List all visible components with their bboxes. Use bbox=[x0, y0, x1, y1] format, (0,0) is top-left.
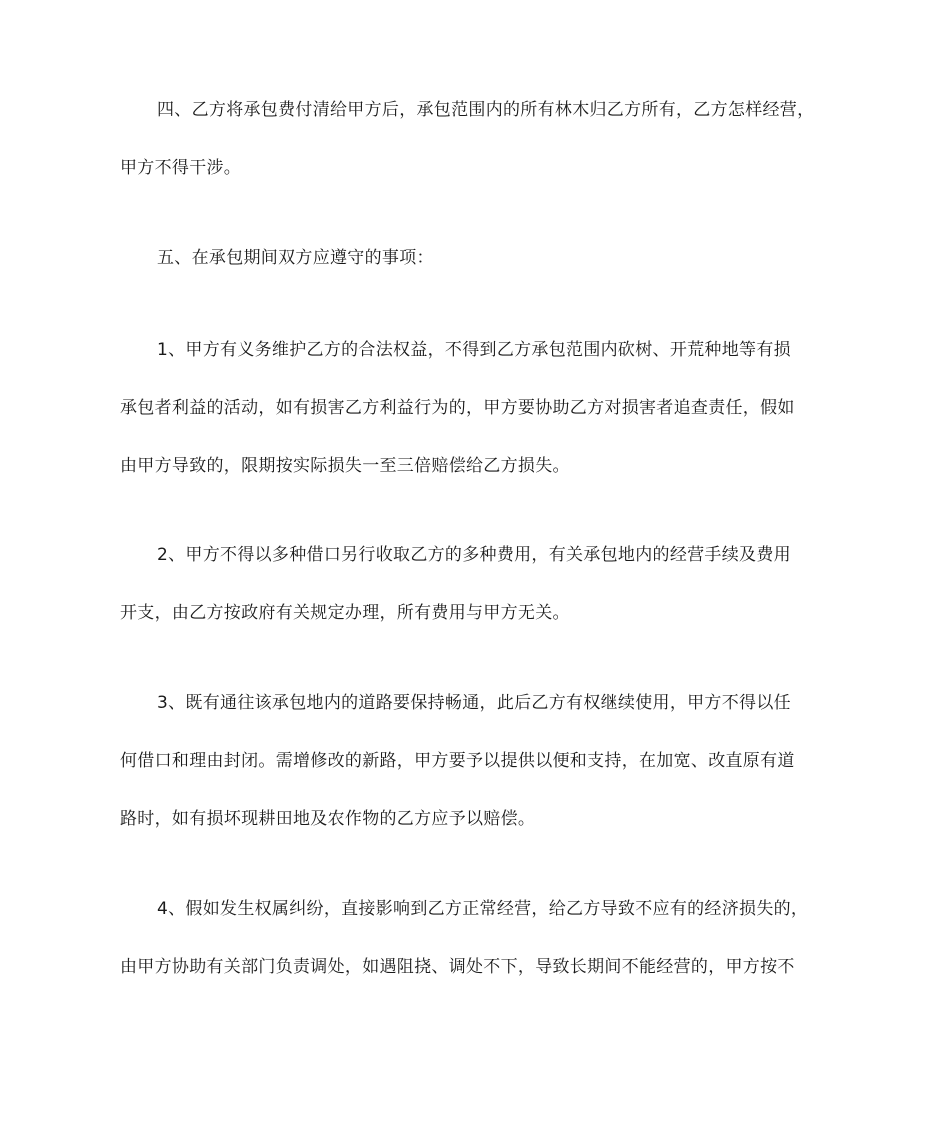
item-1-line-3: 由甲方导致的，限期按实际损失一至三倍赔偿给乙方损失。 bbox=[120, 456, 570, 476]
item-4-line-2: 由甲方协助有关部门负责调处，如遇阻挠、调处不下，导致长期间不能经营的，甲方按不 bbox=[120, 957, 795, 977]
paragraph-4-line-1: 四、乙方将承包费付清给甲方后，承包范围内的所有林木归乙方所有，乙方怎样经营， bbox=[157, 100, 815, 120]
item-4-line-1: 4、假如发生权属纠纷，直接影响到乙方正常经营，给乙方导致不应有的经济损失的， bbox=[157, 899, 809, 919]
item-3-line-1: 3、既有通往该承包地内的道路要保持畅通，此后乙方有权继续使用，甲方不得以任 bbox=[157, 693, 791, 713]
item-2-line-2: 开支，由乙方按政府有关规定办理，所有费用与甲方无关。 bbox=[120, 603, 570, 623]
item-1-line-2: 承包者利益的活动，如有损害乙方利益行为的，甲方要协助乙方对损害者追查责任，假如 bbox=[120, 398, 795, 418]
item-3-line-3: 路时，如有损坏现耕田地及农作物的乙方应予以赔偿。 bbox=[120, 809, 536, 829]
item-2-line-1: 2、甲方不得以多种借口另行收取乙方的多种费用，有关承包地内的经营手续及费用 bbox=[157, 545, 791, 565]
item-1-line-1: 1、甲方有义务维护乙方的合法权益，不得到乙方承包范围内砍树、开荒种地等有损 bbox=[157, 340, 791, 360]
paragraph-5-heading: 五、在承包期间双方应遵守的事项： bbox=[157, 248, 434, 268]
item-3-line-2: 何借口和理由封闭。需增修改的新路，甲方要予以提供以便和支持，在加宽、改直原有道 bbox=[120, 751, 795, 771]
paragraph-4-line-2: 甲方不得干涉。 bbox=[120, 158, 242, 178]
